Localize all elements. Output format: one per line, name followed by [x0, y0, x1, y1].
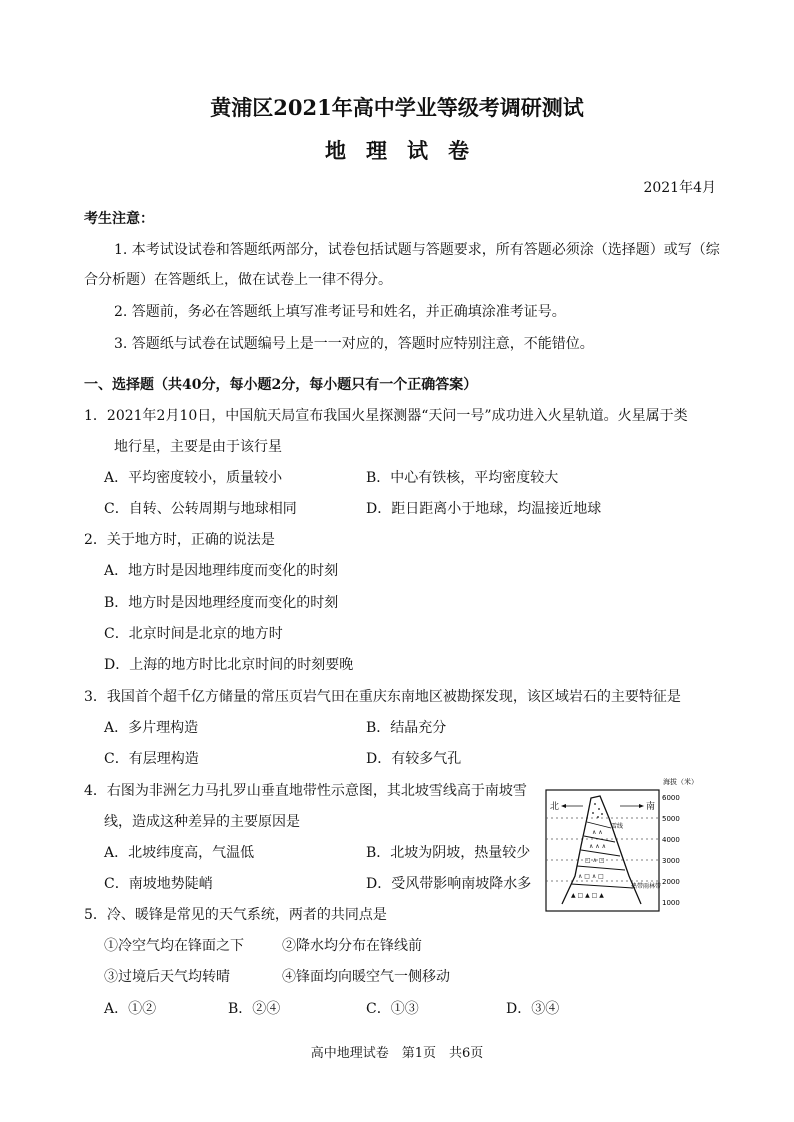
q5-stem: 5．冷、暖锋是常见的天气系统，两者的共同点是: [84, 907, 387, 923]
q5-statement-2: ②降水均分布在锋线前: [282, 938, 422, 954]
q1-option-a: A．平均密度较小，质量较小: [104, 470, 283, 486]
q4-option-b: B．北坡为阴坡，热量较少: [366, 845, 531, 861]
q4-option-d: D．受风带影响南坡降水多: [366, 876, 532, 892]
tick-1000: 1000: [662, 899, 680, 907]
south-arrowhead: [639, 804, 644, 808]
svg-text:□ ∧ □: □ ∧ □: [585, 857, 605, 864]
q2-option-a: A．地方时是因地理纬度而变化的时刻: [104, 563, 339, 579]
q5-statement-4: ④锋面均向暖空气一侧移动: [282, 969, 450, 985]
tick-5000: 5000: [662, 815, 680, 823]
elevation-ticks: [662, 794, 680, 907]
q5-option-c: C．①③: [366, 1001, 419, 1017]
q4-option-c: C．南坡地势陡峭: [104, 876, 213, 892]
q3-option-a: A．多片理构造: [104, 720, 199, 736]
forest-label: 热带雨林带: [631, 883, 662, 890]
page-title: 黄浦区2021年高中学业等级考调研测试: [210, 95, 584, 120]
svg-text:∧ ∧ ∧: ∧ ∧ ∧: [589, 843, 606, 850]
axis-title: 海拔（米）: [663, 778, 698, 786]
notice-item-3: 3. 答题纸与试卷在试题编号上是一一对应的，答题时应特别注意，不能错位。: [114, 336, 594, 352]
q1-option-d: D．距日距离小于地球，均温接近地球: [366, 501, 602, 517]
notice-heading: 考生注意：: [84, 211, 154, 227]
tick-3000: 3000: [662, 857, 680, 865]
q4-option-a: A．北坡纬度高，气温低: [104, 845, 255, 861]
page-footer: 高中地理试卷 第1页 共6页: [310, 1046, 484, 1061]
q2-stem: 2．关于地方时，正确的说法是: [84, 532, 275, 548]
tick-4000: 4000: [662, 836, 680, 844]
tick-6000: 6000: [662, 794, 680, 802]
q5-statement-3: ③过境后天气均转晴: [104, 969, 230, 985]
q3-stem: 3．我国首个超千亿方储量的常压页岩气田在重庆东南地区被勘探发现，该区域岩石的主要特征是: [84, 689, 681, 705]
notice-item-1b: 合分析题）在答题纸上，做在试卷上一律不得分。: [84, 272, 392, 288]
q5-option-b: B．②④: [228, 1001, 281, 1017]
notice-item-1a: 1. 本考试设试卷和答题纸两部分，试卷包括试题与答题要求，所有答题必须涂（选择题）或写（综: [114, 242, 720, 258]
q1-stem-line2: 地行星，主要是由于该行星: [114, 439, 282, 455]
svg-text:▲ □ ▲ □ ▲: ▲ □ ▲ □ ▲: [571, 892, 604, 899]
q5-statement-1: ①冷空气均在锋面之下: [104, 938, 244, 954]
svg-text:∧ ∧: ∧ ∧: [592, 829, 603, 836]
q4-stem-line2: 线，造成这种差异的主要原因是: [104, 814, 300, 830]
exam-date: 2021年4月: [643, 180, 716, 196]
q1-stem-line1: 1．2021年2月10日，中国航天局宣布我国火星探测器“天问一号”成功进入火星轨道。火星属于类: [84, 408, 688, 424]
q5-option-d: D．③④: [506, 1001, 560, 1017]
q5-option-a: A．①②: [104, 1001, 157, 1017]
kilimanjaro-figure: [545, 776, 715, 912]
south-label: 南: [646, 802, 656, 812]
q3-option-c: C．有层理构造: [104, 751, 199, 767]
north-label: 北: [550, 802, 560, 812]
q1-option-c: C．自转、公转周期与地球相同: [104, 501, 297, 517]
snow-dots: [592, 803, 603, 818]
q2-option-c: C．北京时间是北京的地方时: [104, 626, 283, 642]
q4-stem-line1: 4．右图为非洲乞力马扎罗山垂直地带性示意图，其北坡雪线高于南坡雪: [84, 783, 527, 799]
q3-option-b: B．结晶充分: [366, 720, 447, 736]
north-arrowhead: [561, 804, 566, 808]
notice-item-2: 2. 答题前，务必在答题纸上填写准考证号和姓名，并正确填涂准考证号。: [114, 304, 566, 320]
section-heading: 一、选择题（共40分，每小题2分，每小题只有一个正确答案）: [84, 377, 478, 393]
svg-text:∧ □ ∧ □: ∧ □ ∧ □: [578, 873, 604, 880]
page-subtitle: 地理试卷: [325, 138, 489, 163]
q2-option-b: B．地方时是因地理经度而变化的时刻: [104, 595, 339, 611]
q3-option-d: D．有较多气孔: [366, 751, 462, 767]
tick-2000: 2000: [662, 878, 680, 886]
q1-option-b: B．中心有铁核，平均密度较大: [366, 470, 559, 486]
q2-option-d: D．上海的地方时比北京时间的时刻要晚: [104, 657, 354, 673]
snowline-label: 雪线: [611, 823, 624, 830]
